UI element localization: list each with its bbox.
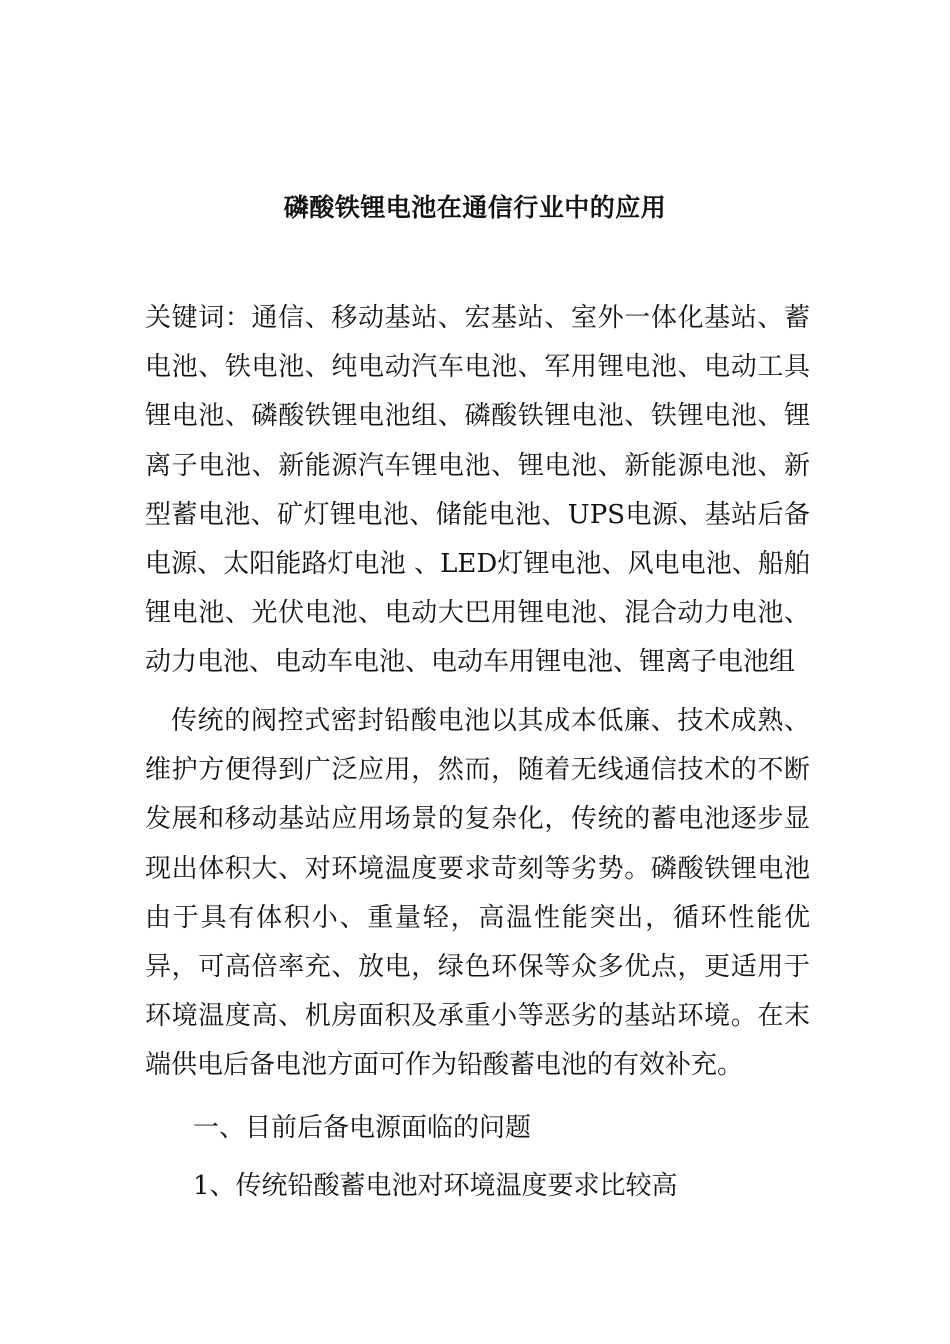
subsection-heading: 1、传统铅酸蓄电池对环境温度要求比较高	[193, 1171, 678, 1201]
keywords-paragraph: 关键词：通信、移动基站、宏基站、室外一体化基站、蓄电池、铁电池、纯电动汽车电池、军用锂电池、电动工具锂电池、磷酸铁锂电池组、磷酸铁锂电池、铁锂电池、锂离子电池、新能源汽车锂电池、锂电池、新能源电池、新型蓄电池、矿灯锂电池、储能电池、UPS电源、基站后备电源、太阳能路灯电池 、LED灯锂电池、风电电池、船舶锂电池、光伏电池、电动大巴用锂电池、混合动力电池、动力电池、电动车电池、电动车用锂电池、锂离子电池组	[145, 303, 810, 678]
intro-paragraph: 传统的阀控式密封铅酸电池以其成本低廉、技术成熟、维护方便得到广泛应用，然而，随着无线通信技术的不断发展和移动基站应用场景的复杂化，传统的蓄电池逐步显现出体积大、对环境温度要求苛刻等劣势。磷酸铁锂电池由于具有体积小、重量轻，高温性能突出，循环性能优异，可高倍率充、放电，绿色环保等众多优点，更适用于环境温度高、机房面积及承重小等恶劣的基站环境。在末端供电后备电池方面可作为铅酸蓄电池的有效补充。	[145, 706, 810, 1081]
section-heading: 一、目前后备电源面临的问题	[193, 1113, 532, 1143]
document-title: 磷酸铁锂电池在通信行业中的应用	[283, 193, 667, 222]
